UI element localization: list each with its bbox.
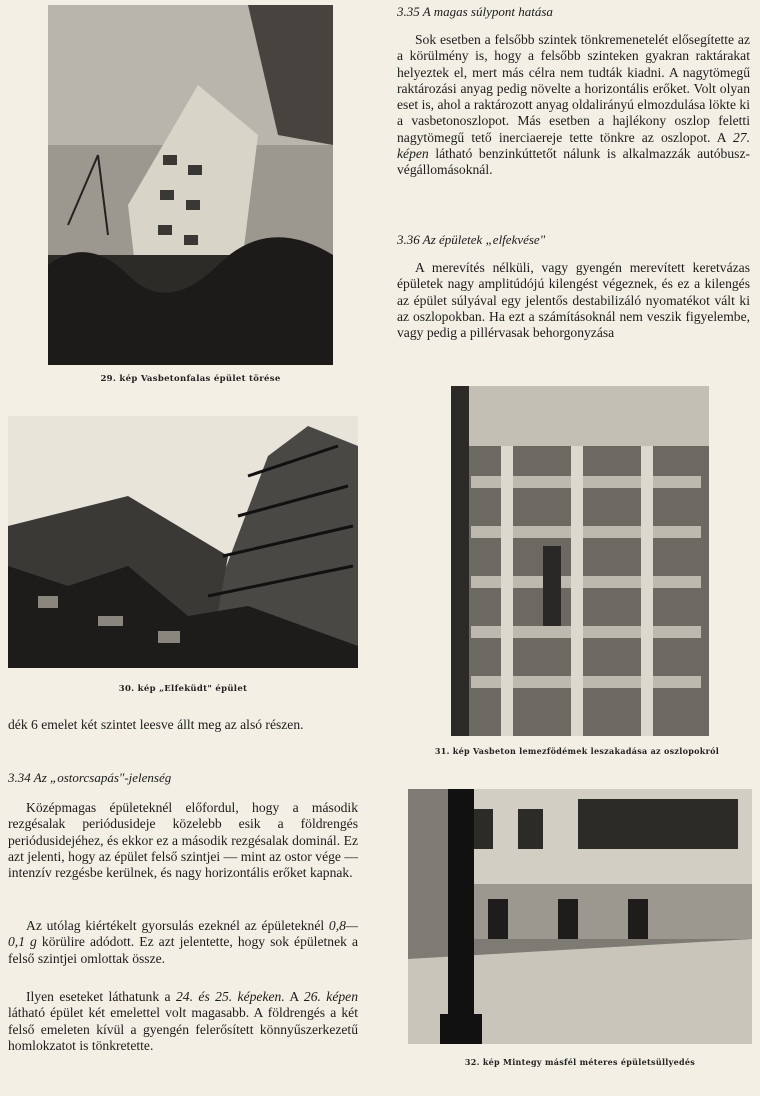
- caption-photo-29: 29. kép Vasbetonfalas épület törése: [100, 374, 281, 384]
- paragraph-3-34-3: [8, 989, 358, 1054]
- heading-3-34: 3.34 Az „ostorcsapás"-jelenség: [8, 770, 172, 785]
- p335-start: Sok esetben a felsőbb szintek tönkremenetelét elősegítette az a körülmény is, hogy a felsőbb szinteken gyakran raktárakat helyeztek el, mert más célra nem tudták kiadni. A nagytömegű raktározási anyag pedig növelte a horizontális erőket. Volt olyan eset is, ahol a raktározott anyag oldalirányú elmozdulása lökte ki a vasbetonoszlopot. Más esetben a hajlékony oszlop feletti nagytömegű tető inerciaereje tette tönkre az oszlopot. A: [397, 32, 750, 145]
- p3-figure-ref-24-25: 24. és 25. képeken.: [176, 989, 285, 1004]
- caption-photo-31: 31. kép Vasbeton lemezfödémek leszakadása az oszlopokról: [434, 746, 720, 756]
- p3-mid: A: [284, 989, 304, 1004]
- p335-end: látható benzinkúttetőt nálunk is alkalmazzák autóbusz-végállomásoknál.: [397, 146, 750, 178]
- p3-end: látható épület két emelettel volt magasabb. A földrengés a két felső emeleten kívül a gyengén felerősített könnyűszerkezetű homlokzatot is tönkretette.: [8, 1005, 358, 1053]
- paragraph-3-36-1: A merevítés nélküli, vagy gyengén merevített keretvázas épületek nagy amplitúdójú kilengést végeznek, és ez a kilengés az épület súlyával egy jelentős destabilizáló nyomatékot vált ki az oszlopokban. Ha ezt a számításoknál nem veszik figyelembe, vagy pedig a pillérvasak behorgonyzása: [397, 260, 750, 341]
- photo-30-collapsed-building: [8, 416, 358, 668]
- paragraph-3-35-1: [397, 32, 750, 179]
- heading-3-36: 3.36 Az épületek „elfekvése": [397, 232, 546, 247]
- p335-figure-ref-27: 27. képen: [397, 129, 750, 162]
- paragraph-3-34-1: Középmagas épületeknél előfordul, hogy a második rezgésalak periódusideje közelebb esik a földrengés periódusidejéhez, és ekkor ez a második rezgésalak dominál. Ez azt jelenti, hogy az épület felső szintjei — mint az ostor vége — intenzív rezgésbe kerülnek, és nagy horizontális erőket kapnak.: [8, 800, 358, 881]
- p2-acceleration-value: 0,8—0,1 g: [8, 918, 358, 950]
- caption-photo-32: 32. kép Mintegy másfél méteres épületsüllyedés: [464, 1057, 696, 1067]
- paragraph-3-34-2: [8, 918, 358, 967]
- photo-31-slab-collapse: [451, 386, 709, 736]
- continuation-paragraph: dék 6 emelet két szintet leesve állt meg az alsó részen.: [8, 717, 304, 732]
- photo-32-building-settlement: [408, 789, 752, 1044]
- photo-29-tilted-building: [48, 5, 333, 365]
- caption-photo-30: 30. kép „Elfeküdt" épület: [118, 684, 248, 694]
- p3-figure-ref-26: 26. képen: [303, 989, 358, 1004]
- p2-end: körülire adódott. Ez azt jelentette, hogy sok épületnek a felső szintjei omlottak össze.: [8, 934, 358, 966]
- p3-start: Ilyen eseteket láthatunk a: [26, 989, 176, 1004]
- heading-3-35: 3.35 A magas súlypont hatása: [397, 4, 553, 19]
- p2-start: Az utólag kiértékelt gyorsulás ezeknél az épületeknél: [26, 918, 329, 933]
